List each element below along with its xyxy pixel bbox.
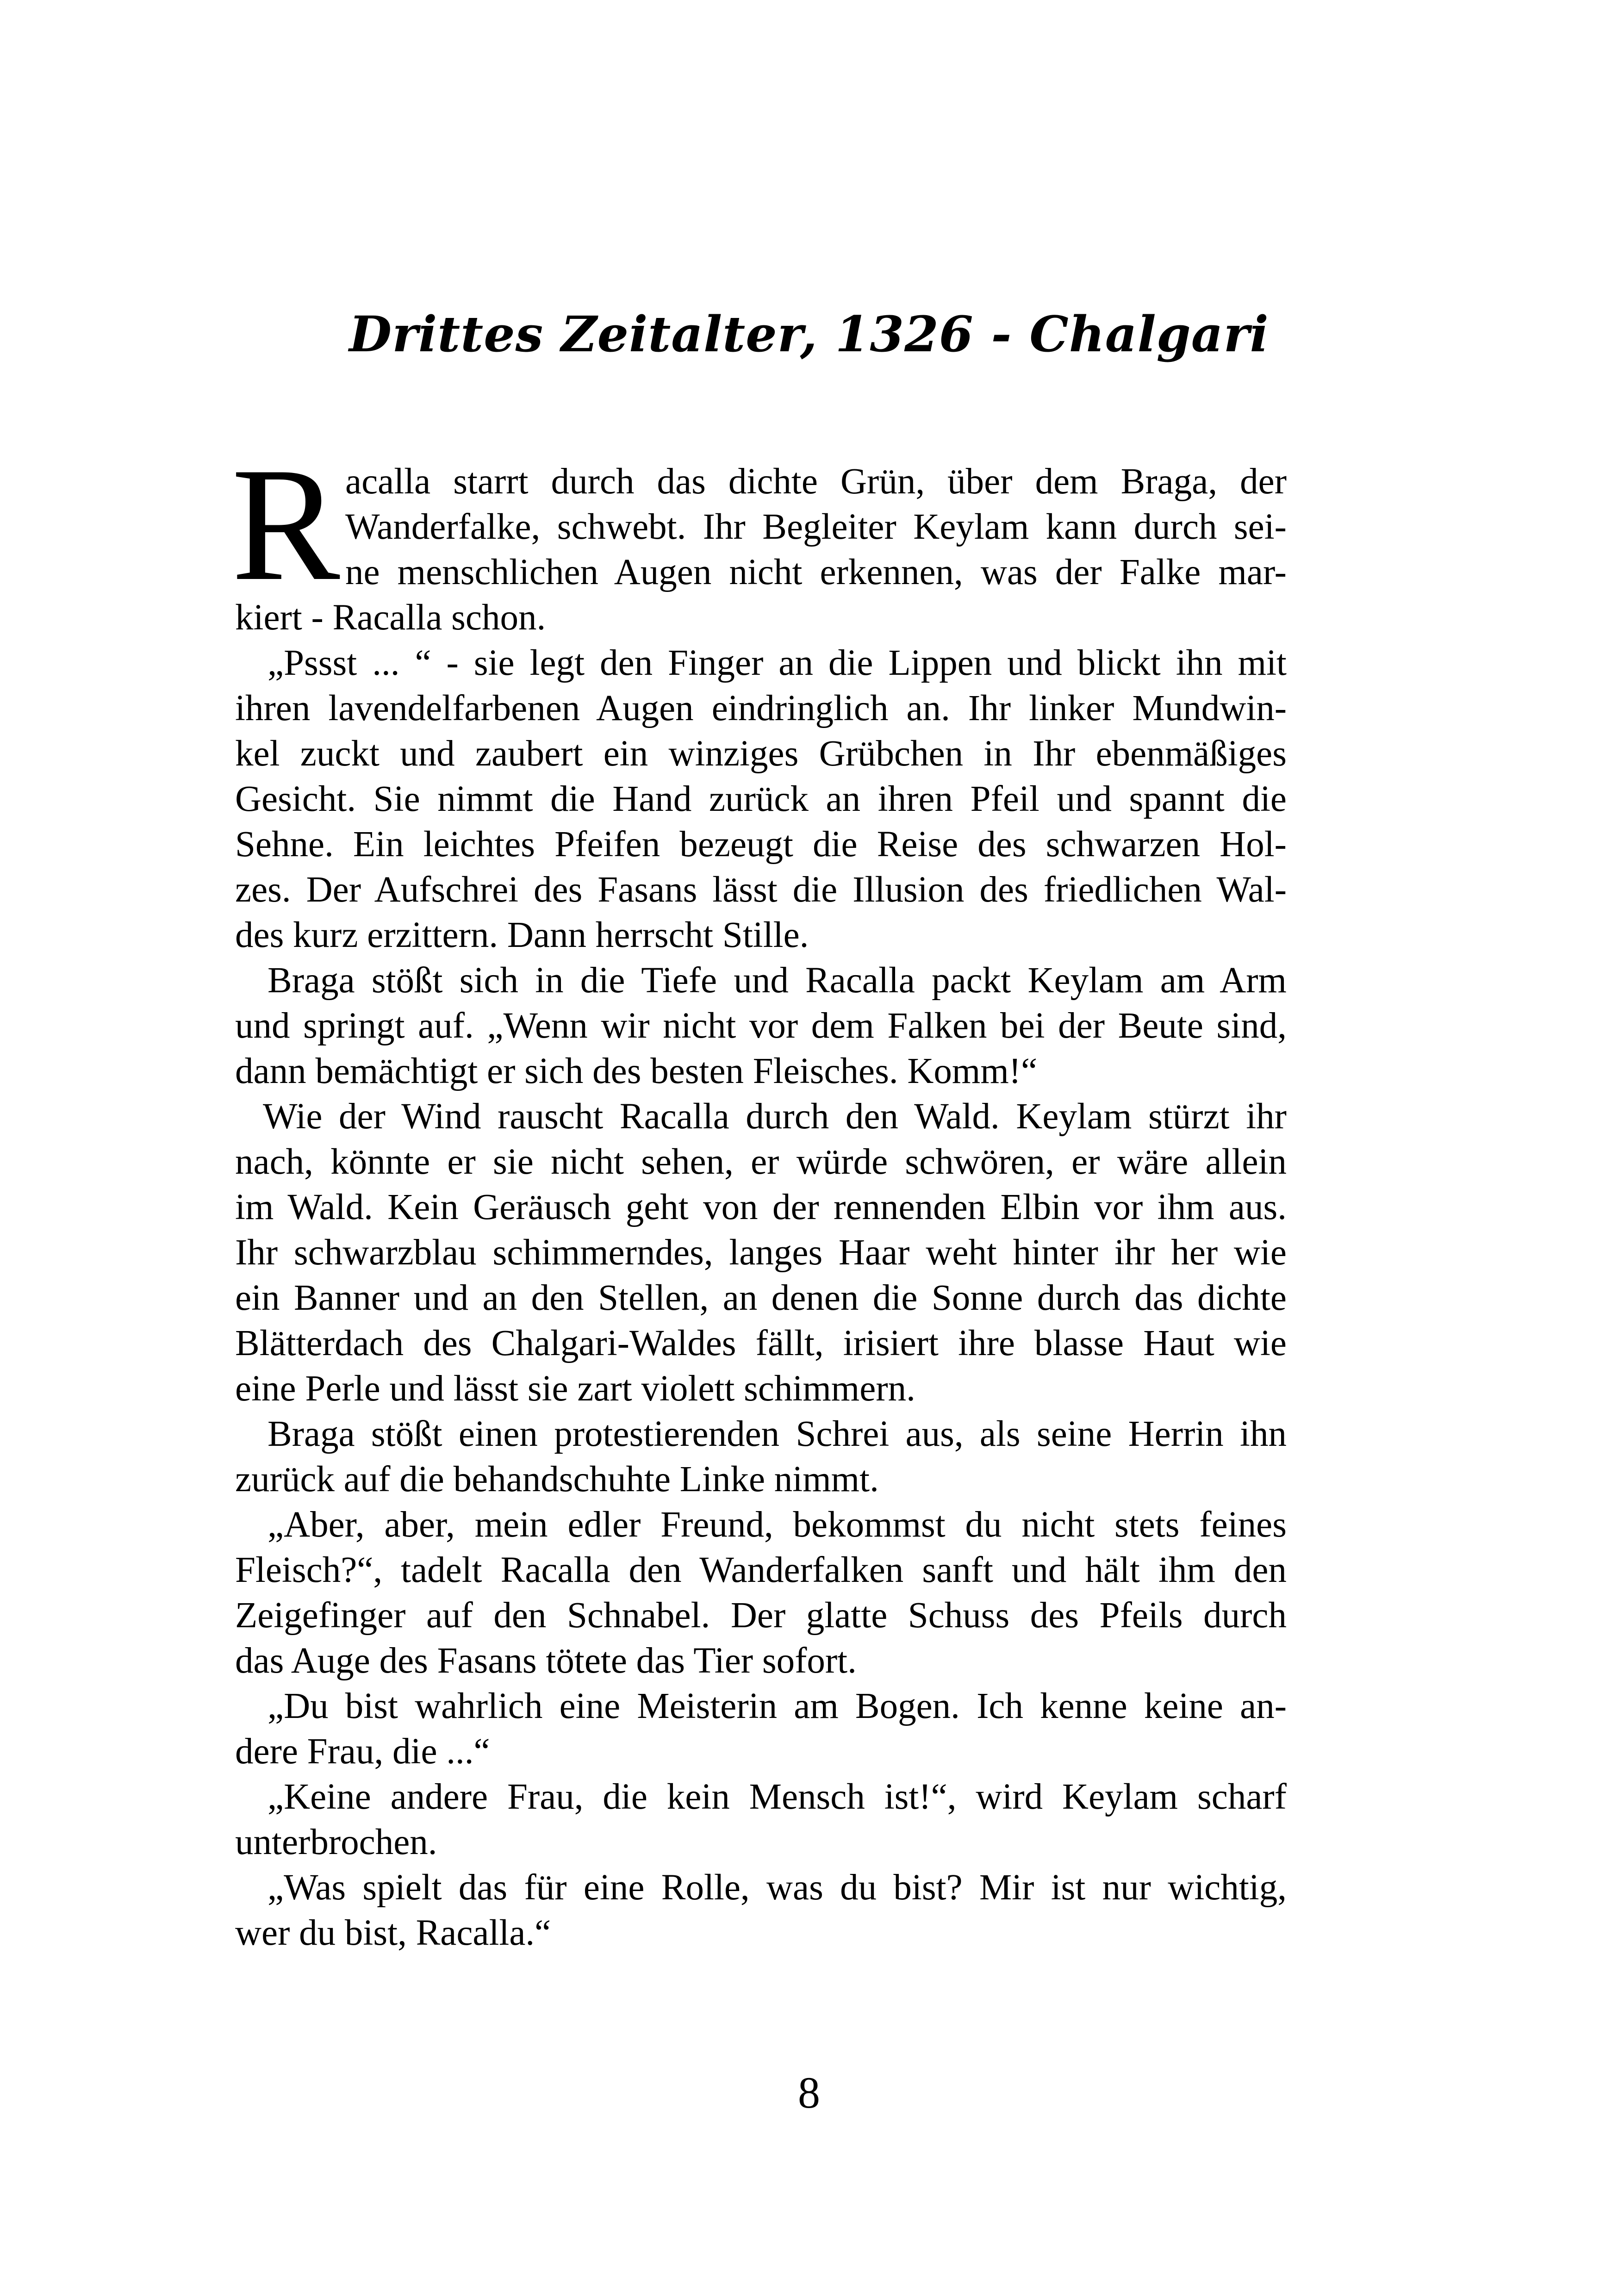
text-line: kiert - Racalla schon.	[235, 597, 546, 638]
text-line: Braga stößt sich in die Tiefe und Racalla packt Keylam am Arm	[268, 960, 1287, 1001]
text-line: „Du bist wahrlich eine Meisterin am Bogen. Ich kenne keine an-	[268, 1686, 1287, 1726]
text-line: Braga stößt einen protestierenden Schrei aus, als seine Herrin ihn	[268, 1414, 1287, 1454]
text-line: das Auge des Fasans tötete das Tier sofort.	[235, 1641, 857, 1681]
text-line: eine Perle und lässt sie zart violett schimmern.	[235, 1369, 915, 1409]
text-line: unterbrochen.	[235, 1822, 437, 1862]
text-line: Ihr schwarzblau schimmerndes, langes Haar weht hinter ihr her wie	[235, 1232, 1287, 1273]
text-line: „Pssst ... “ - sie legt den Finger an die Lippen und blickt ihn mit	[268, 643, 1287, 683]
text-line: Sehne. Ein leichtes Pfeifen bezeugt die Reise des schwarzen Hol-	[235, 824, 1287, 865]
text-line: ne menschlichen Augen nicht erkennen, was der Falke mar-	[345, 552, 1287, 592]
text-line: zurück auf die behandschuhte Linke nimmt.	[235, 1459, 879, 1500]
chapter-title: Drittes Zeitalter, 1326 - Chalgari	[349, 305, 1269, 363]
text-line: acalla starrt durch das dichte Grün, über dem Braga, der	[345, 461, 1287, 502]
text-line: im Wald. Kein Geräusch geht von der rennenden Elbin vor ihm aus.	[235, 1187, 1287, 1227]
text-line: ein Banner und an den Stellen, an denen die Sonne durch das dichte	[235, 1278, 1287, 1318]
text-line: „Aber, aber, mein edler Freund, bekommst du nicht stets feines	[268, 1505, 1287, 1545]
text-line: und springt auf. „Wenn wir nicht vor dem Falken bei der Beute sind,	[235, 1006, 1287, 1046]
text-line: „Was spielt das für eine Rolle, was du bist? Mir ist nur wichtig,	[268, 1867, 1287, 1908]
text-line: dere Frau, die ...“	[235, 1731, 490, 1772]
text-line: nach, könnte er sie nicht sehen, er würde schwören, er wäre allein	[235, 1142, 1287, 1182]
page-number: 8	[798, 2068, 820, 2117]
text-line: Gesicht. Sie nimmt die Hand zurück an ihren Pfeil und spannt die	[235, 779, 1287, 819]
text-line: „Keine andere Frau, die kein Mensch ist!“, wird Keylam scharf	[268, 1777, 1287, 1817]
text-line: Fleisch?“, tadelt Racalla den Wanderfalken sanft und hält ihm den	[235, 1550, 1287, 1590]
text-line: Blätterdach des Chalgari-Waldes fällt, irisiert ihre blasse Haut wie	[235, 1323, 1287, 1363]
text-line: Zeigefinger auf den Schnabel. Der glatte Schuss des Pfeils durch	[235, 1595, 1287, 1636]
text-line: dann bemächtigt er sich des besten Fleisches. Komm!“	[235, 1051, 1038, 1091]
text-line: Wanderfalke, schwebt. Ihr Begleiter Keylam kann durch sei-	[345, 507, 1287, 547]
text-line: kel zuckt und zaubert ein winziges Grübchen in Ihr ebenmäßiges	[235, 734, 1287, 774]
text-line: ihren lavendelfarbenen Augen eindringlich an. Ihr linker Mundwin-	[235, 688, 1287, 728]
drop-cap: R	[231, 434, 340, 615]
text-line: Wie der Wind rauscht Racalla durch den Wald. Keylam stürzt ihr	[263, 1096, 1287, 1137]
text-line: wer du bist, Racalla.“	[235, 1913, 551, 1953]
body-text	[231, 434, 1287, 1956]
text-line: des kurz erzittern. Dann herrscht Stille.	[235, 915, 809, 955]
text-line: zes. Der Aufschrei des Fasans lässt die Illusion des friedlichen Wal-	[235, 870, 1287, 910]
